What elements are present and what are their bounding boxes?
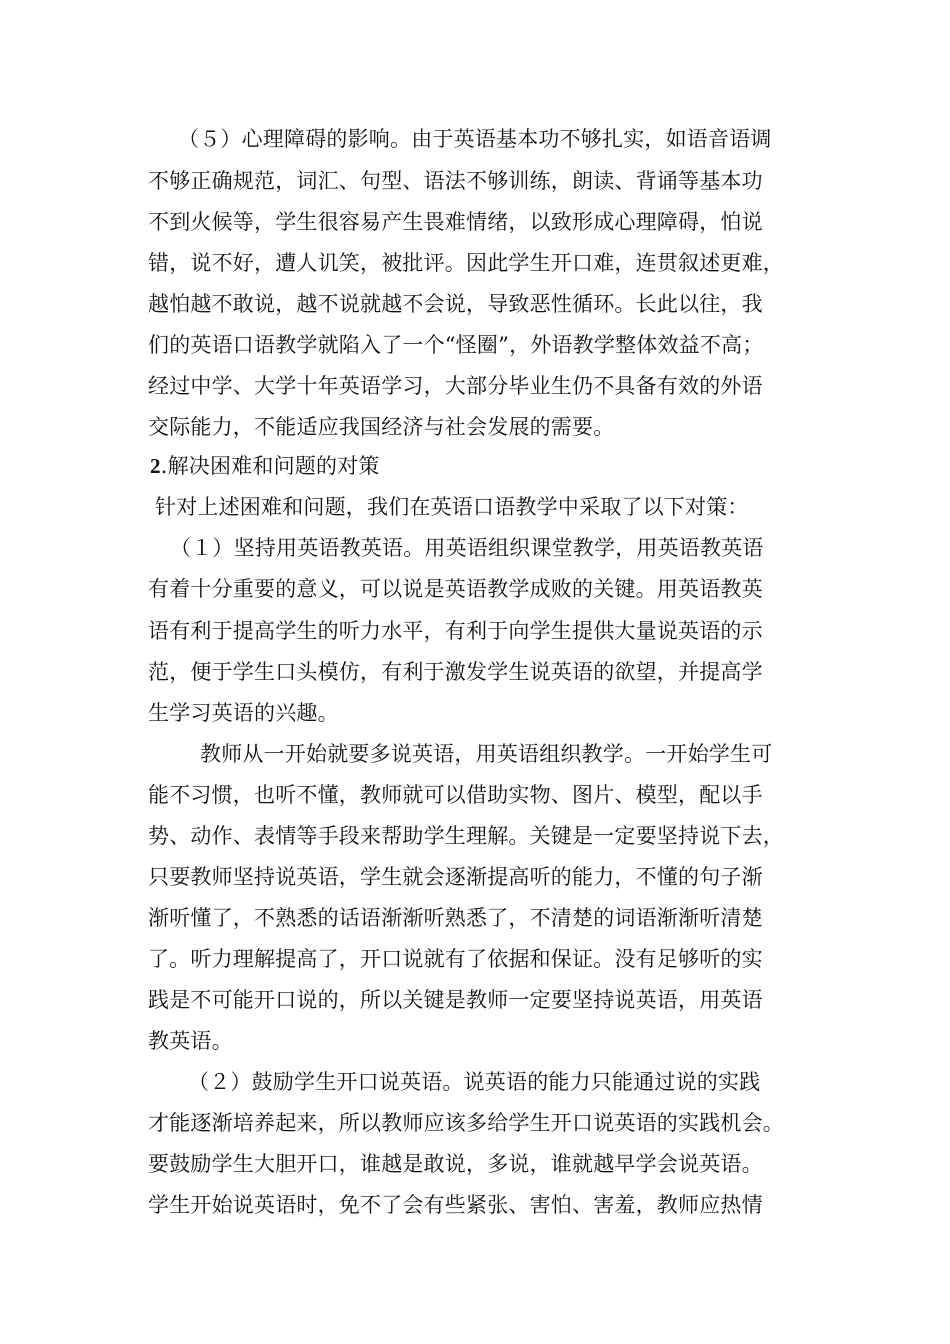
intro-line: 针对上述困难和问题，我们在英语口语教学中采取了以下对策： bbox=[155, 495, 749, 519]
text-line: 越怕越不敢说，越不说就越不会说，导致恶性循环。长此以往，我 bbox=[148, 292, 763, 316]
heading-number: 2 bbox=[150, 454, 161, 478]
text-line: 交际能力，不能适应我国经济与社会发展的需要。 bbox=[148, 415, 615, 439]
text-line: 势、动作、表情等手段来帮助学生理解。关键是一定要坚持说下去， bbox=[148, 824, 784, 848]
text-line: 经过中学、大学十年英语学习，大部分毕业生仍不具备有效的外语 bbox=[148, 374, 763, 398]
text-line: 们的英语口语教学就陷入了一个“怪圈”，外语教学整体效益不高； bbox=[148, 333, 764, 357]
text-line: 不够正确规范，词汇、句型、语法不够训练，朗读、背诵等基本功 bbox=[148, 169, 763, 193]
text-line: 有着十分重要的意义，可以说是英语教学成败的关键。用英语教英 bbox=[148, 577, 763, 601]
text-line: 语有利于提高学生的听力水平，有利于向学生提供大量说英语的示 bbox=[148, 619, 763, 643]
text-line: 教英语。 bbox=[148, 1029, 233, 1053]
text-line: 只要教师坚持说英语，学生就会逐渐提高听的能力，不懂的句子渐 bbox=[148, 865, 763, 889]
text-line: 错，说不好，遭人讥笑，被批评。因此学生开口难，连贯叙述更难， bbox=[148, 251, 784, 275]
text-line: （５）心理障碍的影响。由于英语基本功不够扎实，如语音语调 bbox=[178, 127, 772, 151]
text-line: 教师从一开始就要多说英语，用英语组织教学。一开始学生可 bbox=[200, 742, 773, 766]
text-line: （１）坚持用英语教英语。用英语组织课堂教学，用英语教英语 bbox=[170, 536, 764, 560]
text-line: 生学习英语的兴趣。 bbox=[148, 701, 339, 725]
text-line: 能不习惯，也听不懂，教师就可以借助实物、图片、模型，配以手 bbox=[148, 783, 763, 807]
text-line: 不到火候等，学生很容易产生畏难情绪，以致形成心理障碍，怕说 bbox=[148, 210, 763, 234]
text-line: 学生开始说英语时，免不了会有些紧张、害怕、害羞，教师应热情 bbox=[148, 1193, 763, 1217]
text-line: （２）鼓励学生开口说英语。说英语的能力只能通过说的实践 bbox=[188, 1070, 761, 1094]
text-line: 才能逐渐培养起来，所以教师应该多给学生开口说英语的实践机会。 bbox=[148, 1111, 784, 1135]
text-line: 范，便于学生口头模仿，有利于激发学生说英语的欲望，并提高学 bbox=[148, 660, 763, 684]
text-line: 了。听力理解提高了，开口说就有了依据和保证。没有足够听的实 bbox=[148, 947, 763, 971]
text-line: 要鼓励学生大胆开口，谁越是敢说，多说，谁就越早学会说英语。 bbox=[148, 1152, 763, 1176]
heading-text: .解决困难和问题的对策 bbox=[160, 454, 380, 478]
section-heading bbox=[150, 451, 380, 481]
text-line: 践是不可能开口说的，所以关键是教师一定要坚持说英语，用英语 bbox=[148, 988, 763, 1012]
text-line: 渐听懂了，不熟悉的话语渐渐听熟悉了，不清楚的词语渐渐听清楚 bbox=[148, 906, 763, 930]
